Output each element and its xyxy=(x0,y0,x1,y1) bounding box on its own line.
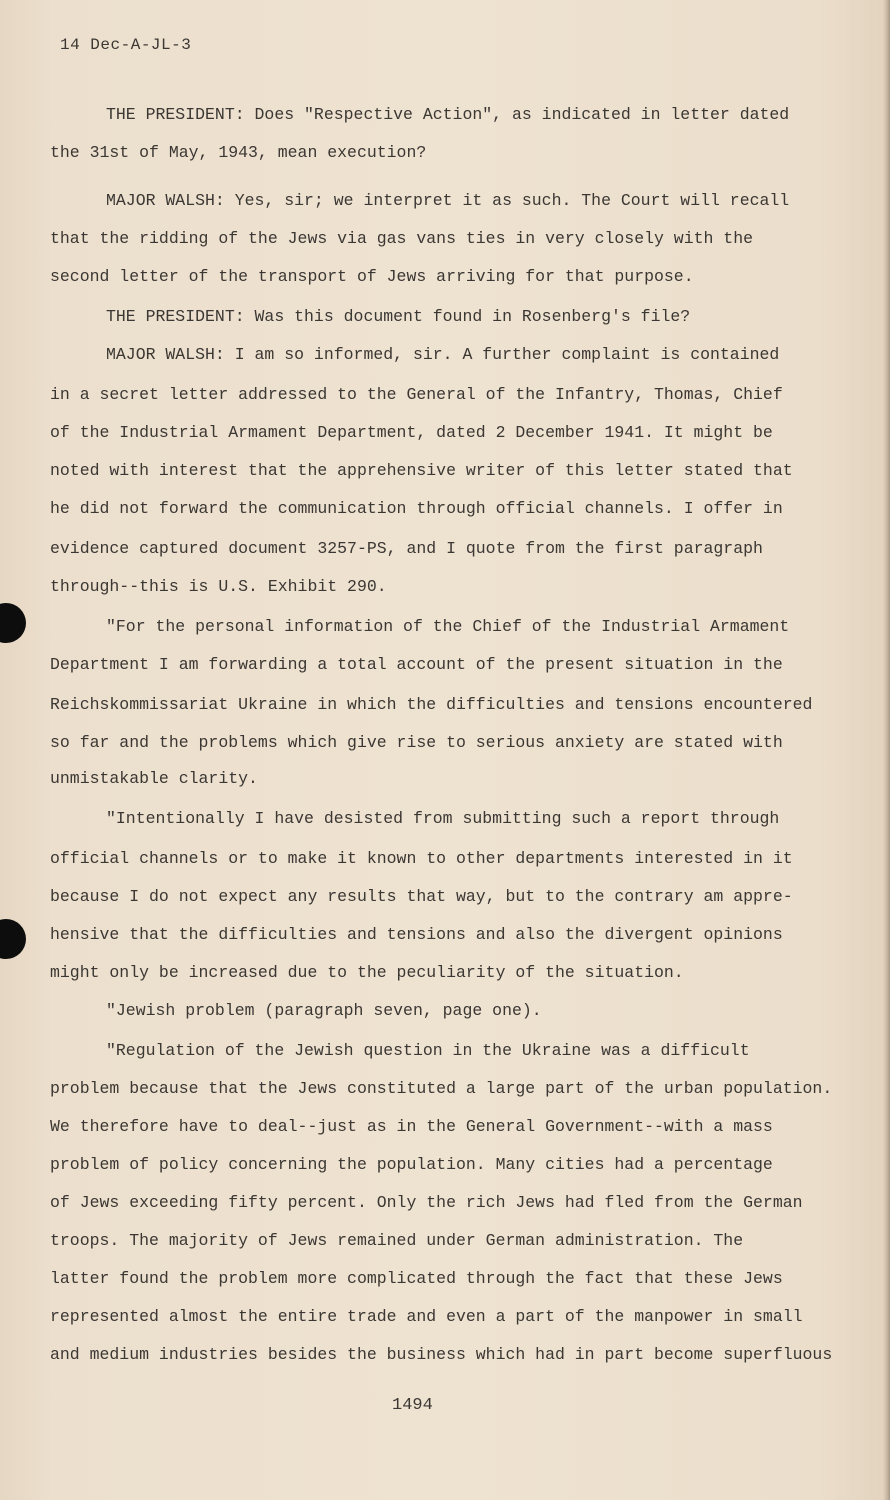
punch-hole-lower xyxy=(0,919,26,959)
text-line: Department I am forwarding a total account of the present situation in the xyxy=(50,655,783,674)
text-line: unmistakable clarity. xyxy=(50,769,258,788)
text-line: "Intentionally I have desisted from submitting such a report through xyxy=(106,809,780,828)
text-line: "Regulation of the Jewish question in the Ukraine was a difficult xyxy=(106,1041,750,1060)
text-line: the 31st of May, 1943, mean execution? xyxy=(50,143,427,162)
text-line: in a secret letter addressed to the General of the Infantry, Thomas, Chief xyxy=(50,385,783,404)
text-line: We therefore have to deal--just as in the General Government--with a mass xyxy=(50,1117,773,1136)
text-line: he did not forward the communication through official channels. I offer in xyxy=(50,499,783,518)
text-line: second letter of the transport of Jews arriving for that purpose. xyxy=(50,267,694,286)
text-line: THE PRESIDENT: Does "Respective Action", as indicated in letter dated xyxy=(106,105,790,124)
page-edge-shadow xyxy=(883,0,890,1500)
text-line: so far and the problems which give rise to serious anxiety are stated with xyxy=(50,733,783,752)
text-line: represented almost the entire trade and even a part of the manpower in small xyxy=(50,1307,803,1326)
text-line: might only be increased due to the peculiarity of the situation. xyxy=(50,963,684,982)
text-line: because I do not expect any results that way, but to the contrary am appre- xyxy=(50,887,793,906)
text-line: through--this is U.S. Exhibit 290. xyxy=(50,577,387,596)
text-line: latter found the problem more complicated through the fact that these Jews xyxy=(50,1269,783,1288)
page-number: 1494 xyxy=(392,1396,433,1415)
text-line: problem because that the Jews constituted a large part of the urban population. xyxy=(50,1079,833,1098)
text-line: evidence captured document 3257-PS, and I quote from the first paragraph xyxy=(50,539,763,558)
text-line: THE PRESIDENT: Was this document found in Rosenberg's file? xyxy=(106,307,691,326)
text-line: that the ridding of the Jews via gas vans ties in very closely with the xyxy=(50,229,754,248)
text-line: hensive that the difficulties and tensions and also the divergent opinions xyxy=(50,925,783,944)
text-line: "Jewish problem (paragraph seven, page one). xyxy=(106,1001,542,1020)
punch-hole-upper xyxy=(0,603,26,643)
text-line: MAJOR WALSH: I am so informed, sir. A further complaint is contained xyxy=(106,345,780,364)
document-header-code: 14 Dec-A-JL-3 xyxy=(60,36,192,54)
text-line: troops. The majority of Jews remained under German administration. The xyxy=(50,1231,744,1250)
text-line: official channels or to make it known to other departments interested in it xyxy=(50,849,793,868)
text-line: of Jews exceeding fifty percent. Only the rich Jews had fled from the German xyxy=(50,1193,803,1212)
text-line: Reichskommissariat Ukraine in which the difficulties and tensions encountered xyxy=(50,695,813,714)
text-line: noted with interest that the apprehensive writer of this letter stated that xyxy=(50,461,793,480)
text-line: of the Industrial Armament Department, dated 2 December 1941. It might be xyxy=(50,423,773,442)
text-line: and medium industries besides the business which had in part become superfluous xyxy=(50,1345,833,1364)
text-line: MAJOR WALSH: Yes, sir; we interpret it as such. The Court will recall xyxy=(106,191,790,210)
text-line: "For the personal information of the Chief of the Industrial Armament xyxy=(106,617,790,636)
text-line: problem of policy concerning the population. Many cities had a percentage xyxy=(50,1155,773,1174)
